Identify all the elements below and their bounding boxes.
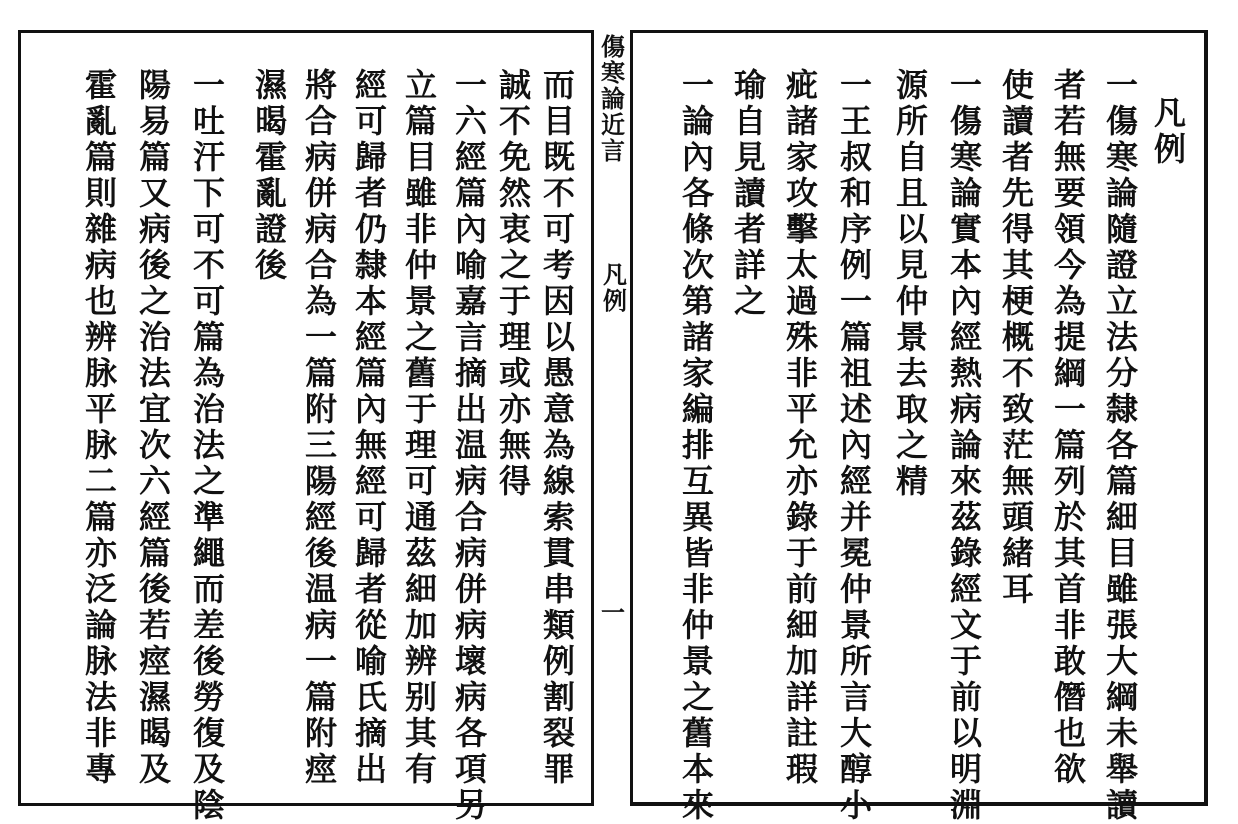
text-column: 瑜 自 見 讀 者 詳 之: [733, 66, 766, 320]
section-heading: 凡 例: [1153, 94, 1186, 168]
text-column: 一 論 內 各 條 次 第 諸 家 編 排 互 異 皆 非 仲 景 之 舊 本 來: [681, 66, 714, 824]
text-column: 者 若 無 要 領 今 為 提 綱 一 篇 列 於 其 首 非 敢 僭 也 欲: [1053, 66, 1086, 788]
text-column: 一 吐 汗 下 可 不 可 篇 為 治 法 之 準 繩 而 差 後 勞 復 及 陰: [192, 66, 225, 824]
text-column: 誠 不 免 然 衷 之 于 理 或 亦 無 得: [498, 66, 531, 500]
book-title: 傷 寒 論 近 言: [601, 32, 625, 165]
text-column: 使 讀 者 先 得 其 梗 概 不 致 茫 無 頭 緒 耳: [1001, 66, 1034, 608]
text-column: 陽 易 篇 又 病 後 之 治 法 宜 次 六 經 篇 後 若 痙 濕 暍 及: [138, 66, 171, 788]
text-column: 一 傷 寒 論 實 本 內 經 熱 病 論 來 茲 錄 經 文 于 前 以 明 淵: [949, 66, 982, 824]
text-column: 霍 亂 篇 則 雜 病 也 辨 脉 平 脉 二 篇 亦 泛 論 脉 法 非 專: [84, 66, 117, 788]
text-column: 立 篇 目 雖 非 仲 景 之 舊 于 理 可 通 茲 細 加 辨 别 其 有: [404, 66, 437, 788]
text-column: 一 王 叔 和 序 例 一 篇 祖 述 內 經 并 冕 仲 景 所 言 大 醇 小: [839, 66, 872, 824]
left-page: [18, 30, 594, 824]
text-column: 一 六 經 篇 內 喻 嘉 言 摘 出 温 病 合 病 併 病 壞 病 各 項 另: [454, 66, 487, 824]
text-column: 疵 諸 家 攻 擊 太 過 殊 非 平 允 亦 錄 于 前 細 加 詳 註 瑕: [785, 66, 818, 788]
text-column: 而 目 既 不 可 考 因 以 愚 意 為 線 索 貫 串 類 例 割 裂 罪: [542, 66, 575, 788]
text-column: 一 傷 寒 論 隨 證 立 法 分 隸 各 篇 細 目 雖 張 大 綱 未 舉 讀: [1105, 66, 1138, 824]
section-label: 凡 例: [603, 260, 627, 315]
text-column: 將 合 病 併 病 合 為 一 篇 附 三 陽 經 後 温 病 一 篇 附 痙: [304, 66, 337, 788]
text-column: 經 可 歸 者 仍 隸 本 經 篇 內 無 經 可 歸 者 從 喻 氏 摘 出: [354, 66, 387, 788]
text-column: 濕 暍 霍 亂 證 後: [254, 66, 287, 284]
page-number: 一: [601, 598, 625, 627]
text-column: 源 所 自 且 以 見 仲 景 去 取 之 精: [895, 66, 928, 500]
right-page: [630, 30, 1208, 824]
